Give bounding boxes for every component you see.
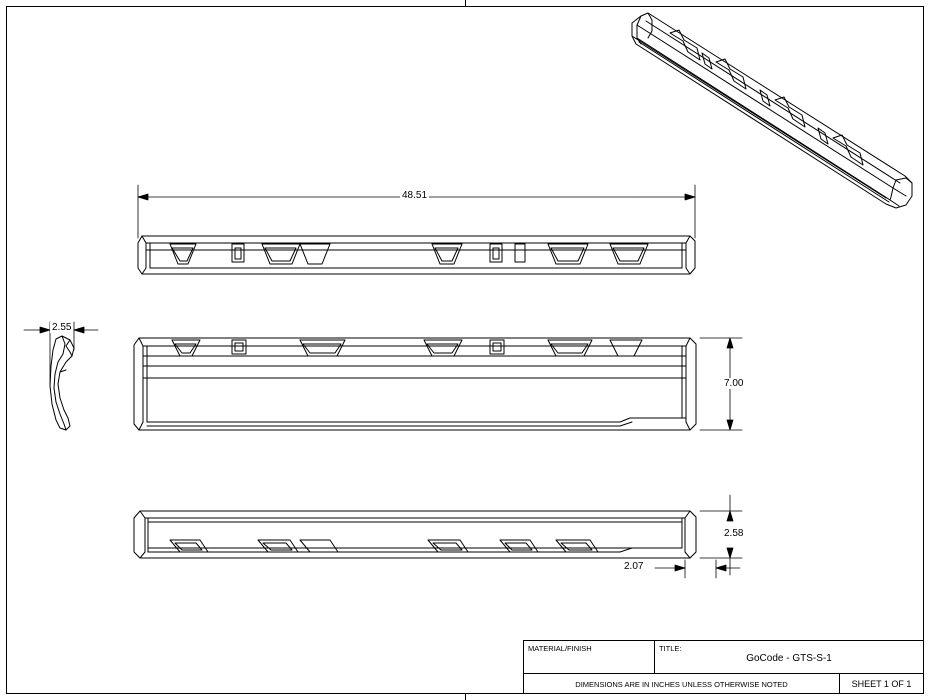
dimension-label-section-width: 2.55	[52, 322, 72, 333]
title-cell	[655, 641, 923, 673]
title-label: TITLE:	[659, 644, 682, 653]
dimension-label-overall-length: 48.51	[402, 190, 428, 201]
edge-center-mark-top	[465, 0, 466, 6]
edge-center-mark-bottom	[465, 694, 466, 700]
dimension-label-end-offset: 2.07	[624, 561, 644, 572]
title-block-row-top	[524, 641, 923, 674]
units-note: DIMENSIONS ARE IN INCHES UNLESS OTHERWISE NOTED	[524, 674, 840, 694]
title-block-row-bottom	[524, 674, 923, 694]
title-value: GoCode - GTS-S-1	[746, 653, 832, 664]
dimension-label-overall-width: 7.00	[724, 378, 744, 389]
material-finish-cell	[524, 641, 655, 673]
sheet-number: SHEET 1 OF 1	[851, 679, 912, 689]
title-block	[523, 640, 924, 694]
sheet-border	[6, 6, 924, 694]
dimension-label-overall-height: 2.58	[724, 528, 744, 539]
material-finish-label: MATERIAL/FINISH	[528, 644, 592, 653]
